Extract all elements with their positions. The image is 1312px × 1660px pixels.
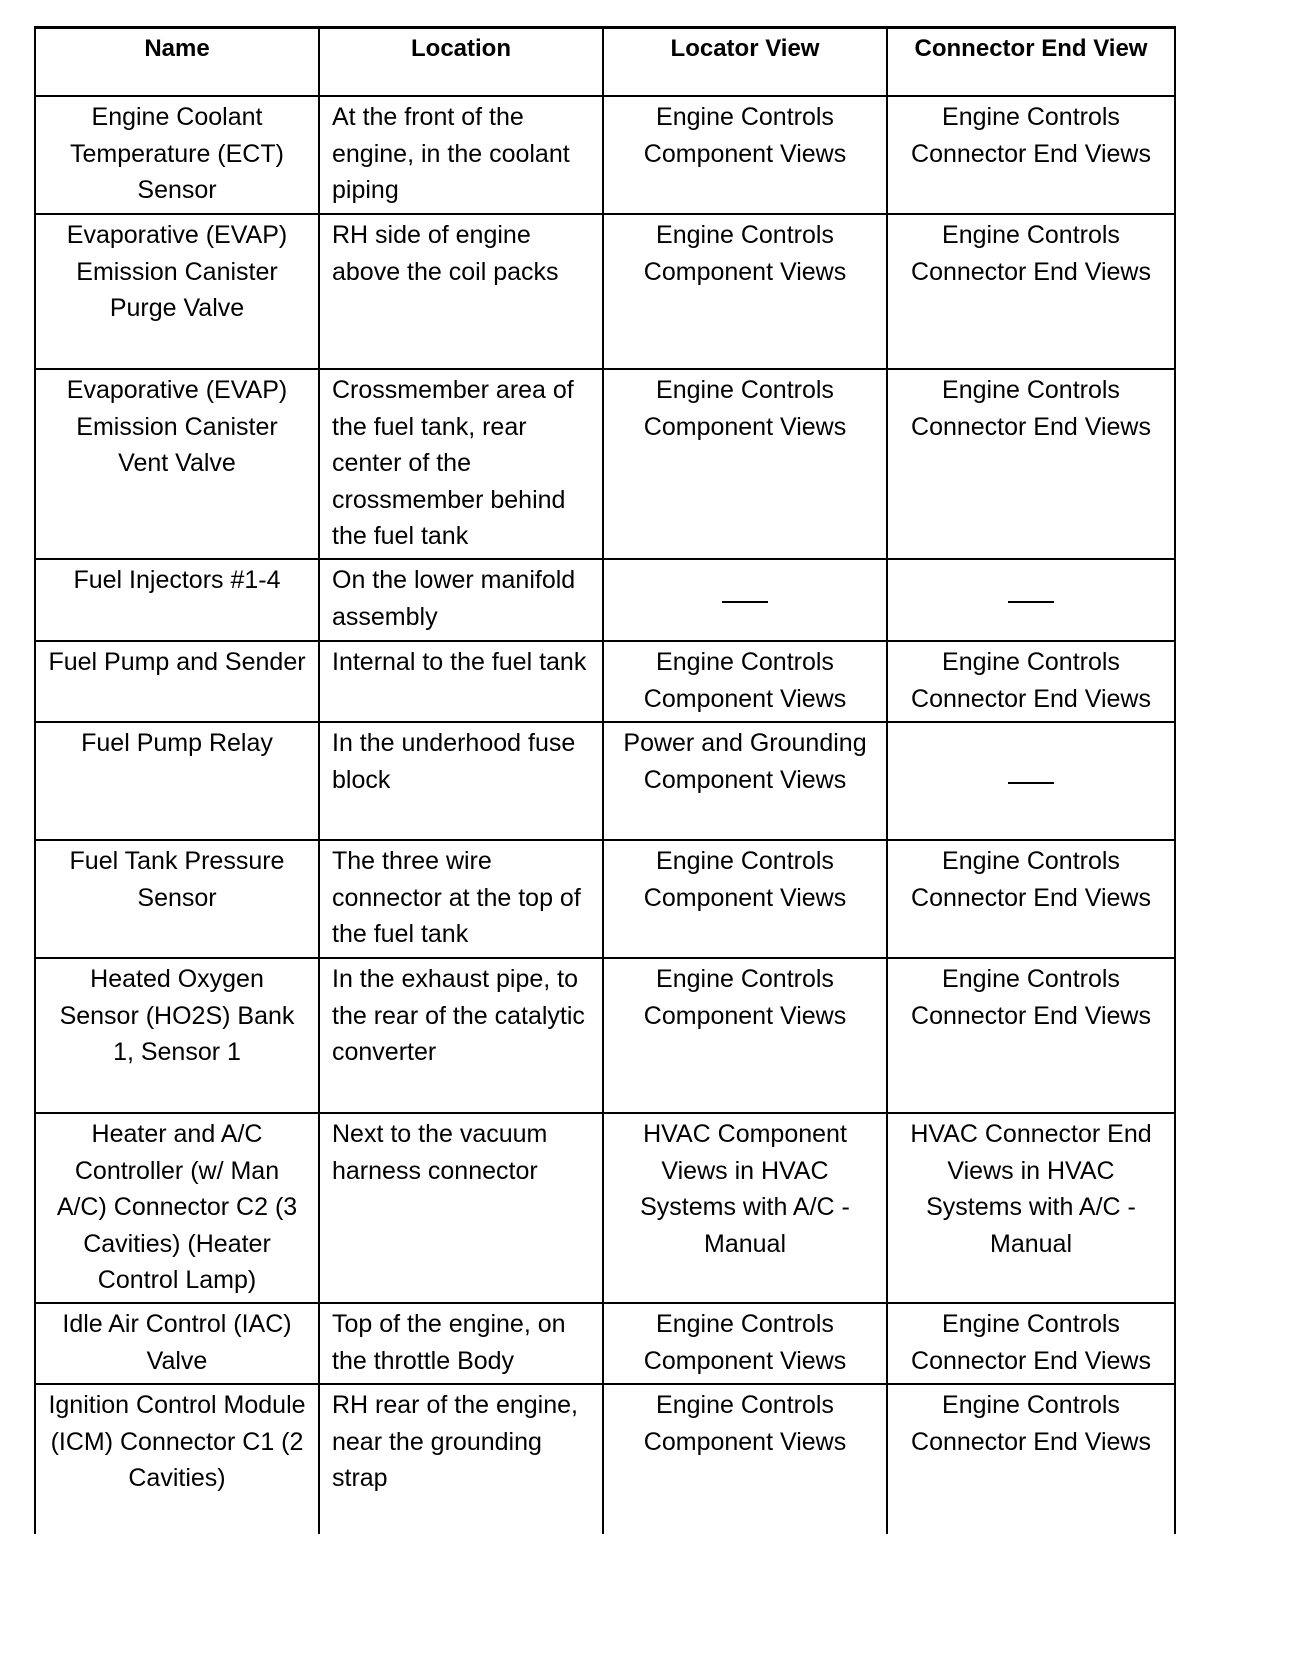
row-name: Evaporative (EVAP) Emission Canister Vent Valve [35,369,319,559]
row-location: In the exhaust pipe, to the rear of the catalytic converter [319,958,603,1113]
row-location: RH side of engine above the coil packs [319,214,603,369]
header-location: Location [319,28,603,97]
row-locator-view: Engine Controls Component Views [603,1303,887,1384]
row-name: Fuel Pump and Sender [35,641,319,722]
row-location: Top of the engine, on the throttle Body [319,1303,603,1384]
row-name: Fuel Tank Pressure Sensor [35,840,319,958]
empty-dash [722,601,768,603]
row-location: Internal to the fuel tank [319,641,603,722]
row-connector-end-view [887,722,1175,840]
row-name: Evaporative (EVAP) Emission Canister Purge Valve [35,214,319,369]
row-location: Next to the vacuum harness connector [319,1113,603,1303]
component-locator-table [34,26,1176,1534]
empty-dash [1008,782,1054,784]
empty-dash [1008,601,1054,603]
row-name: Fuel Injectors #1-4 [35,559,319,641]
row-connector-end-view [887,559,1175,641]
row-locator-view: Engine Controls Component Views [603,641,887,722]
table-row [35,840,1175,958]
row-connector-end-view: Engine Controls Connector End Views [887,369,1175,559]
row-name: Heated Oxygen Sensor (HO2S) Bank 1, Sensor 1 [35,958,319,1113]
row-connector-end-view: Engine Controls Connector End Views [887,641,1175,722]
table-row [35,214,1175,369]
table-row [35,559,1175,641]
header-connector-end-view: Connector End View [887,28,1175,97]
row-connector-end-view: HVAC Connector End Views in HVAC Systems with A/C - Manual [887,1113,1175,1303]
table-row [35,1384,1175,1534]
row-location: In the underhood fuse block [319,722,603,840]
row-location: RH rear of the engine, near the grounding strap [319,1384,603,1534]
row-locator-view: HVAC Component Views in HVAC Systems with A/C - Manual [603,1113,887,1303]
header-name: Name [35,28,319,97]
row-location: The three wire connector at the top of the fuel tank [319,840,603,958]
table-row [35,722,1175,840]
row-locator-view: Power and Grounding Component Views [603,722,887,840]
row-connector-end-view: Engine Controls Connector End Views [887,1303,1175,1384]
header-locator-view: Locator View [603,28,887,97]
row-connector-end-view: Engine Controls Connector End Views [887,96,1175,214]
row-location: At the front of the engine, in the coolant piping [319,96,603,214]
table-row [35,96,1175,214]
table-row [35,1113,1175,1303]
row-name: Engine Coolant Temperature (ECT) Sensor [35,96,319,214]
row-locator-view: Engine Controls Component Views [603,214,887,369]
row-name: Ignition Control Module (ICM) Connector C1 (2 Cavities) [35,1384,319,1534]
row-connector-end-view: Engine Controls Connector End Views [887,840,1175,958]
row-connector-end-view: Engine Controls Connector End Views [887,1384,1175,1534]
row-connector-end-view: Engine Controls Connector End Views [887,214,1175,369]
row-locator-view: Engine Controls Component Views [603,958,887,1113]
row-name: Heater and A/C Controller (w/ Man A/C) Connector C2 (3 Cavities) (Heater Control Lamp) [35,1113,319,1303]
table-row [35,369,1175,559]
row-locator-view: Engine Controls Component Views [603,1384,887,1534]
row-connector-end-view: Engine Controls Connector End Views [887,958,1175,1113]
row-locator-view: Engine Controls Component Views [603,96,887,214]
row-location: Crossmember area of the fuel tank, rear center of the crossmember behind the fuel tank [319,369,603,559]
row-name: Fuel Pump Relay [35,722,319,840]
row-locator-view: Engine Controls Component Views [603,369,887,559]
table-header-row [35,28,1175,97]
table-row [35,958,1175,1113]
row-location: On the lower manifold assembly [319,559,603,641]
row-locator-view [603,559,887,641]
row-locator-view: Engine Controls Component Views [603,840,887,958]
table-row [35,1303,1175,1384]
table-row [35,641,1175,722]
row-name: Idle Air Control (IAC) Valve [35,1303,319,1384]
